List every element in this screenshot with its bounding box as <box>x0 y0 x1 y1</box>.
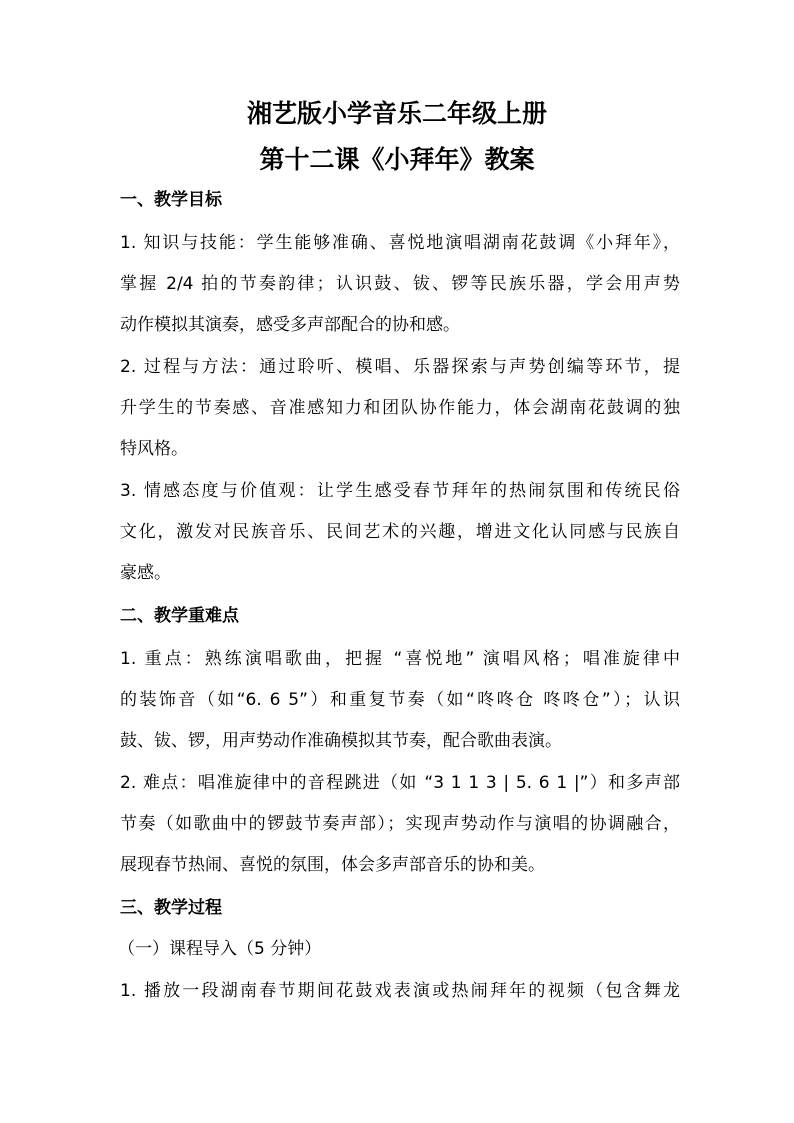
paragraph-line: 1. 重点：熟练演唱歌曲，把握 “喜悦地” 演唱风格；唱准旋律中 <box>120 649 680 669</box>
document-title: 湘艺版小学音乐二年级上册 <box>246 99 547 128</box>
paragraph-line: 2. 难点：唱准旋律中的音程跳进（如 “3 1 1 3 | 5. 6 1 |”）和多声部 <box>120 773 680 793</box>
paragraph-line: 3. 情感态度与价值观：让学生感受春节拜年的热闹氛围和传统民俗 <box>120 481 680 501</box>
paragraph-line: 节奏（如歌曲中的锣鼓节奏声部）；实现声势动作与演唱的协调融合， <box>120 814 680 834</box>
paragraph-line: 文化，激发对民族音乐、民间艺术的兴趣，增进文化认同感与民族自 <box>120 522 680 542</box>
paragraph-line: 1. 播放一段湖南春节期间花鼓戏表演或热闹拜年的视频（包含舞龙 <box>120 981 680 1001</box>
paragraph-line: 1. 知识与技能：学生能够准确、喜悦地演唱湖南花鼓调《小拜年》， <box>120 233 680 253</box>
paragraph-line: 的装饰音（如“6. 6 5”）和重复节奏（如“咚咚仓 咚咚仓”）；认识 <box>120 690 680 710</box>
section-heading-key-points: 二、教学重难点 <box>120 606 239 626</box>
paragraph-line: 掌握 2/4 拍的节奏韵律；认识鼓、钹、锣等民族乐器，学会用声势 <box>120 274 680 294</box>
section-heading-objectives: 一、教学目标 <box>120 190 222 210</box>
section-heading-process: 三、教学过程 <box>120 898 222 918</box>
paragraph-line: 2. 过程与方法：通过聆听、模唱、乐器探索与声势创编等环节，提 <box>120 357 680 377</box>
paragraph-line: 动作模拟其演奏，感受多声部配合的协和感。 <box>120 315 460 335</box>
paragraph-line: 升学生的节奏感、音准感知力和团队协作能力，体会湖南花鼓调的独 <box>120 398 680 418</box>
paragraph-line: 特风格。 <box>120 439 188 459</box>
paragraph-line: 豪感。 <box>120 563 171 583</box>
subsection-heading: （一）课程导入（5 分钟） <box>118 939 322 959</box>
lesson-title: 第十二课《小拜年》教案 <box>259 145 535 174</box>
paragraph-line: 鼓、钹、锣，用声势动作准确模拟其节奏，配合歌曲表演。 <box>120 731 562 751</box>
paragraph-line: 展现春节热闹、喜悦的氛围，体会多声部音乐的协和美。 <box>120 855 545 875</box>
